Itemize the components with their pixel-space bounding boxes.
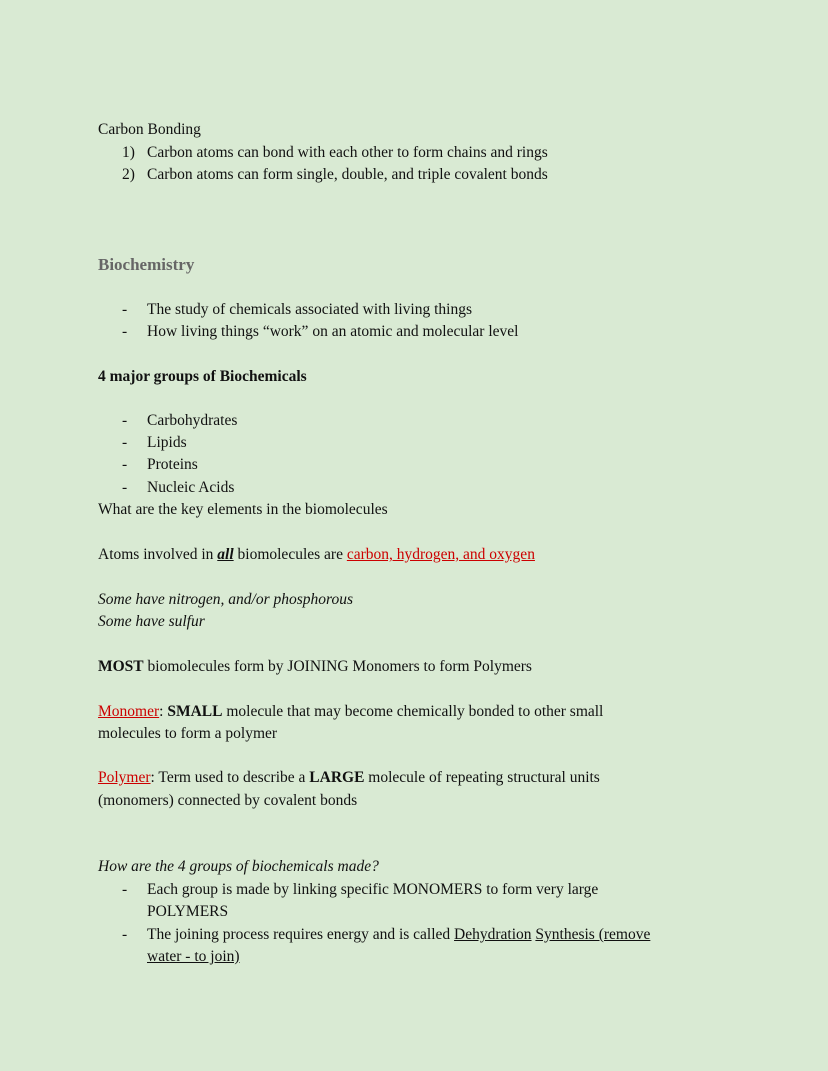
groups-title: 4 major groups of Biochemicals bbox=[98, 368, 307, 385]
synthesis-link-continued[interactable]: water - to join) bbox=[147, 948, 240, 965]
bullet-dash: - bbox=[122, 926, 128, 943]
monomer-colon: : bbox=[159, 703, 168, 720]
polymer-definition-line2: (monomers) connected by covalent bonds bbox=[98, 792, 358, 809]
polymer-mid: : Term used to describe a bbox=[150, 769, 310, 786]
list-number: 2) bbox=[122, 166, 135, 183]
most-bold: MOST bbox=[98, 658, 144, 675]
bullet-dash: - bbox=[122, 323, 128, 340]
atoms-line bbox=[98, 544, 535, 566]
joining-prefix: The joining process requires energy and is called bbox=[147, 926, 455, 943]
bullet-dash: - bbox=[122, 412, 128, 429]
bullet-text: Proteins bbox=[147, 456, 198, 473]
bullet-dash: - bbox=[122, 301, 128, 318]
most-rest: biomolecules form by JOINING Monomers to form Polymers bbox=[143, 658, 532, 675]
list-item-text: Carbon atoms can bond with each other to form chains and rings bbox=[147, 144, 548, 161]
bullet-text: Nucleic Acids bbox=[147, 479, 235, 496]
bullet-text: The study of chemicals associated with living things bbox=[147, 301, 473, 318]
monomer-term-link[interactable]: Monomer bbox=[98, 703, 160, 720]
bullet-text: Carbohydrates bbox=[147, 412, 238, 429]
bullet-text: Each group is made by linking specific MONOMERS to form very large bbox=[147, 881, 599, 898]
list-item-text: Carbon atoms can form single, double, and triple covalent bonds bbox=[147, 166, 548, 183]
atoms-middle: biomolecules are bbox=[233, 546, 347, 563]
polymer-definition-line1 bbox=[98, 767, 600, 789]
how-question: How are the 4 groups of biochemicals made? bbox=[98, 858, 379, 875]
polymer-bold: LARGE bbox=[309, 769, 365, 786]
bullet-text bbox=[147, 924, 650, 946]
polymer-rest1: molecule of repeating structural units bbox=[364, 769, 600, 786]
biochemistry-heading: Biochemistry bbox=[98, 255, 195, 274]
bullet-dash: - bbox=[122, 881, 128, 898]
monomer-rest1: molecule that may become chemically bonded to other small bbox=[222, 703, 604, 720]
atoms-emphasis: all bbox=[217, 546, 234, 563]
carbon-bonding-title: Carbon Bonding bbox=[98, 121, 201, 138]
key-elements-question: What are the key elements in the biomolecules bbox=[98, 501, 388, 518]
bullet-text: Lipids bbox=[147, 434, 187, 451]
monomer-definition-line2: molecules to form a polymer bbox=[98, 725, 278, 742]
monomer-bold: SMALL bbox=[167, 703, 223, 720]
some-nitrogen-line: Some have nitrogen, and/or phosphorous bbox=[98, 591, 354, 608]
bullet-text-continued: POLYMERS bbox=[147, 903, 229, 920]
atoms-elements-link[interactable]: carbon, hydrogen, and oxygen bbox=[346, 546, 535, 563]
atoms-prefix: Atoms involved in bbox=[98, 546, 218, 563]
bullet-dash: - bbox=[122, 434, 128, 451]
bullet-text: How living things “work” on an atomic and molecular level bbox=[147, 323, 519, 340]
bullet-dash: - bbox=[122, 456, 128, 473]
synthesis-link[interactable]: Synthesis (remove bbox=[535, 926, 651, 943]
most-line bbox=[98, 656, 532, 678]
some-sulfur-line: Some have sulfur bbox=[98, 613, 205, 630]
bullet-dash: - bbox=[122, 479, 128, 496]
list-number: 1) bbox=[122, 144, 135, 161]
dehydration-link[interactable]: Dehydration bbox=[454, 926, 532, 943]
monomer-definition-line1 bbox=[98, 701, 603, 723]
polymer-term-link[interactable]: Polymer bbox=[98, 769, 151, 786]
